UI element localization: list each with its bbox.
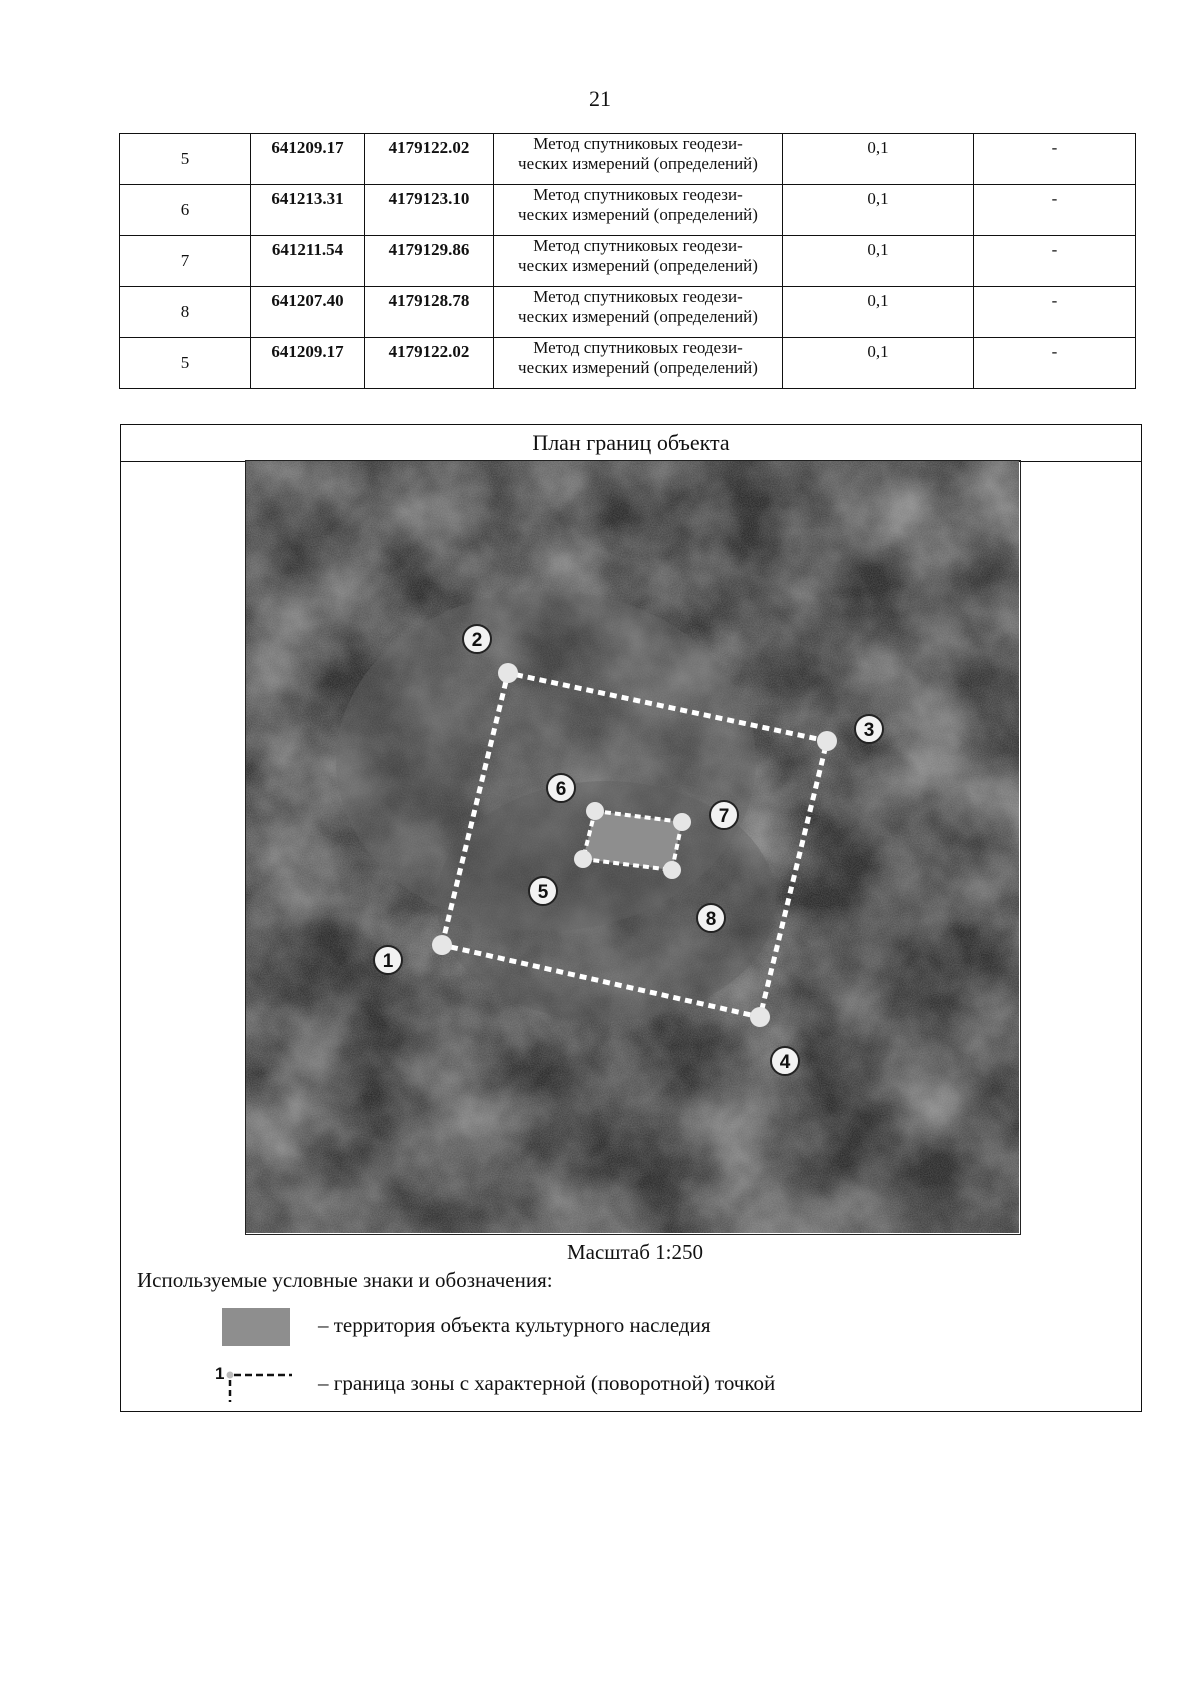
table-row — [120, 134, 1136, 185]
svg-text:2: 2 — [471, 630, 483, 651]
point-number-cell: 5 — [120, 338, 251, 389]
y-coordinate-cell: 4179128.78 — [365, 287, 494, 338]
method-cell — [494, 236, 783, 287]
point-label-4 — [771, 1047, 799, 1075]
point-label-7 — [710, 801, 738, 829]
method-line: ческих измерений (определений) — [518, 307, 758, 326]
legend-icon-number: 1 — [215, 1364, 225, 1383]
y-coordinate-cell: 4179129.86 — [365, 236, 494, 287]
coordinates-table — [119, 133, 1136, 389]
vertex-2 — [498, 663, 518, 683]
description-cell: - — [974, 338, 1136, 389]
heritage-area-swatch — [222, 1308, 290, 1346]
vertex-7 — [673, 813, 691, 831]
method-line: Метод спутниковых геодези- — [533, 185, 743, 204]
x-coordinate-cell: 641207.40 — [251, 287, 365, 338]
y-coordinate-cell: 4179123.10 — [365, 185, 494, 236]
accuracy-cell: 0,1 — [783, 134, 974, 185]
page-number: 21 — [589, 86, 611, 111]
svg-text:6: 6 — [555, 779, 567, 800]
description-cell: - — [974, 287, 1136, 338]
method-line: ческих измерений (определений) — [518, 205, 758, 224]
method-cell — [494, 338, 783, 389]
table-row — [120, 338, 1136, 389]
accuracy-cell: 0,1 — [783, 338, 974, 389]
legend-heritage-area: – территория объекта культурного наследия — [318, 1313, 711, 1337]
method-line: ческих измерений (определений) — [518, 358, 758, 377]
svg-text:3: 3 — [863, 720, 875, 741]
point-label-8 — [697, 904, 725, 932]
vertex-6 — [586, 802, 604, 820]
method-cell — [494, 185, 783, 236]
description-cell: - — [974, 185, 1136, 236]
point-label-2 — [463, 625, 491, 653]
y-coordinate-cell: 4179122.02 — [365, 134, 494, 185]
point-number-cell: 7 — [120, 236, 251, 287]
vertex-5 — [574, 850, 592, 868]
method-line: Метод спутниковых геодези- — [533, 236, 743, 255]
method-line: ческих измерений (определений) — [518, 154, 758, 173]
vertex-3 — [817, 731, 837, 751]
x-coordinate-cell: 641209.17 — [251, 134, 365, 185]
table-row — [120, 287, 1136, 338]
plan-title: План границ объекта — [121, 425, 1141, 462]
description-cell: - — [974, 134, 1136, 185]
accuracy-cell: 0,1 — [783, 185, 974, 236]
point-number-cell: 8 — [120, 287, 251, 338]
method-cell — [494, 134, 783, 185]
aerial-map — [245, 460, 1021, 1235]
method-line: ческих измерений (определений) — [518, 256, 758, 275]
legend-title: Используемые условные знаки и обозначения: — [137, 1268, 553, 1292]
vertex-1 — [432, 935, 452, 955]
x-coordinate-cell: 641213.31 — [251, 185, 365, 236]
svg-text:4: 4 — [779, 1052, 791, 1073]
point-label-6 — [547, 774, 575, 802]
boundary-line-icon — [214, 1358, 294, 1402]
table-row — [120, 236, 1136, 287]
x-coordinate-cell: 641211.54 — [251, 236, 365, 287]
x-coordinate-cell: 641209.17 — [251, 338, 365, 389]
svg-text:1: 1 — [382, 951, 394, 972]
svg-text:8: 8 — [705, 909, 717, 930]
table-row — [120, 185, 1136, 236]
vertex-8 — [663, 861, 681, 879]
point-number-cell: 6 — [120, 185, 251, 236]
point-label-3 — [855, 715, 883, 743]
accuracy-cell: 0,1 — [783, 236, 974, 287]
point-number-cell: 5 — [120, 134, 251, 185]
svg-text:7: 7 — [718, 806, 730, 827]
method-cell — [494, 287, 783, 338]
svg-text:5: 5 — [537, 882, 549, 903]
method-line: Метод спутниковых геодези- — [533, 338, 743, 357]
accuracy-cell: 0,1 — [783, 287, 974, 338]
legend-point-icon — [227, 1372, 234, 1379]
point-label-1 — [374, 946, 402, 974]
y-coordinate-cell: 4179122.02 — [365, 338, 494, 389]
point-label-5 — [529, 877, 557, 905]
map-scale: Масштаб 1:250 — [566, 1240, 703, 1264]
description-cell: - — [974, 236, 1136, 287]
vertex-4 — [750, 1007, 770, 1027]
legend-boundary-point: – граница зоны с характерной (поворотной) точкой — [318, 1371, 776, 1395]
method-line: Метод спутниковых геодези- — [533, 287, 743, 306]
method-line: Метод спутниковых геодези- — [533, 134, 743, 153]
